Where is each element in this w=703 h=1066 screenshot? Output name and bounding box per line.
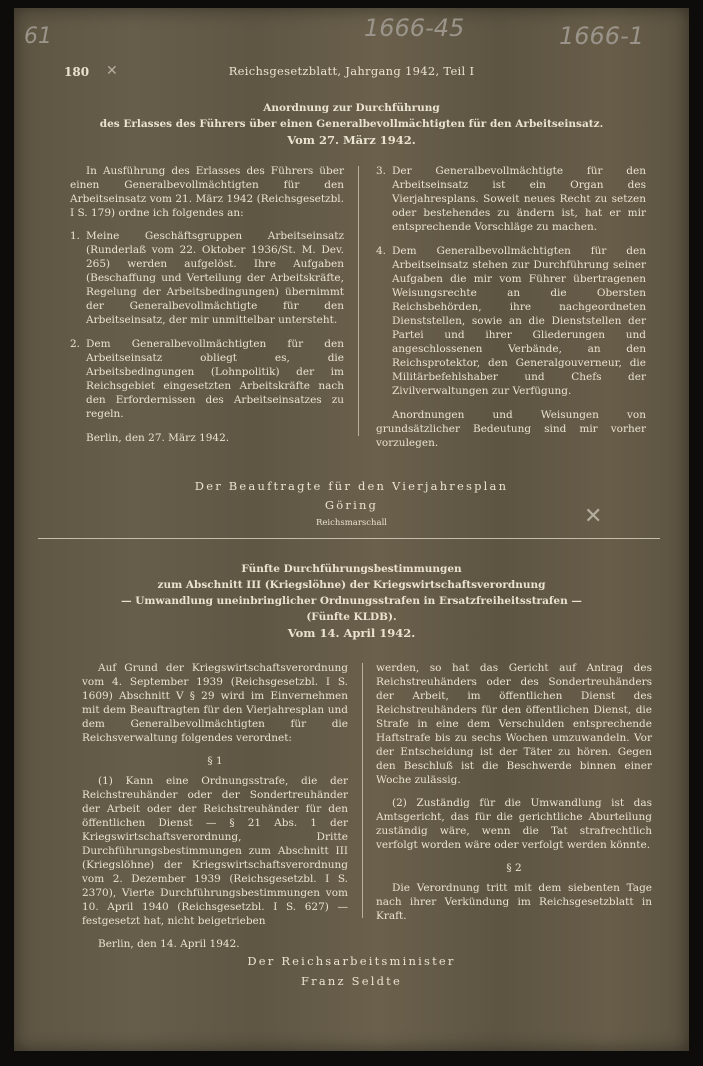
section2-title-line4: (Fünfte KLDB).: [306, 611, 397, 623]
item-text: Der Generalbevollmächtigte für den Arbeitseinsatz ist ein Organ des Vierjahresplans. Soweit neues Recht zu setzen oder bestehendes zu ändern ist, hat er mir entsprechende Vorschläge zu machen.: [392, 165, 646, 233]
section2-intro: Auf Grund der Kriegswirtschaftsverordnung vom 4. September 1939 (Reichsgesetzbl. I S. 1609) Abschnitt V § 29 wird im Einvernehmen mit dem Beauftragten für den Vierjahresplan und dem Generalbevollmächtigten für die Reichsverwaltung folgendes verordnet:: [82, 662, 348, 744]
section1-closing: Anordnungen und Weisungen von grundsätzlicher Bedeutung sind mir vorher vorzulegen.: [376, 409, 646, 449]
section2-title-line2: zum Abschnitt III (Kriegslöhne) der Kriegswirtschaftsverordnung: [157, 579, 546, 591]
section1-signer-name: Göring: [324, 498, 379, 512]
running-header: Reichsgesetzblatt, Jahrgang 1942, Teil I: [228, 64, 475, 78]
section1-title-line1: Anordnung zur Durchführung: [263, 102, 440, 114]
section1-item-4: [376, 244, 646, 398]
item-number: 1.: [70, 230, 81, 242]
section2-title-line3: — Umwandlung uneinbringlicher Ordnungsstrafen in Ersatzfreiheitsstrafen —: [121, 595, 582, 607]
cross-mark: ✕: [106, 63, 118, 79]
section1-left-column: [70, 164, 344, 454]
handwritten-archive-number: 1666-45: [364, 14, 465, 42]
section2-paragraph2-sign: § 2: [506, 862, 522, 874]
section2-paragraph2-text: Die Verordnung tritt mit dem siebenten Tage nach ihrer Verkündung im Reichsgesetzblatt in Kraft.: [376, 882, 652, 922]
section1-item-1: [70, 229, 344, 327]
item-number: 4.: [376, 245, 387, 257]
item-number: 3.: [376, 165, 387, 177]
section1-signer-title: Der Beauftragte für den Vierjahresplan: [194, 479, 509, 493]
document-page: [14, 8, 689, 1051]
section2-title: [14, 561, 689, 641]
section2-signer-title: Der Reichsarbeitsminister: [247, 954, 456, 968]
cross-mark: ✕: [584, 504, 603, 529]
section2-title-line1: Fünfte Durchführungsbestimmungen: [241, 563, 462, 575]
section2-paragraph1-text-a: (1) Kann eine Ordnungsstrafe, die der Reichstreuhänder oder der Sondertreuhänder der Arbeit oder der Reichstreuhänder für den öffentlichen Dienst — § 21 Abs. 1 der Kriegswirtschaftsverordnung, Dritte Durchführungsbestimmungen zum Abschnitt III (Kriegslöhne) der Kriegswirtschaftsverordnung vom 2. Dezember 1939 (Reichsgesetzbl. I S. 2370), Vierte Durchführungsbestimmungen vom 10. April 1940 (Reichsgesetzbl. I S. 627) — festgesetzt hat, nicht beigetrieben: [82, 775, 348, 927]
section2-paragraph1-sign: § 1: [207, 755, 223, 767]
section-divider: [38, 538, 660, 539]
section1-right-column: [376, 164, 646, 459]
handwritten-page-mark: 61: [24, 24, 52, 49]
section1-title-line2: des Erlasses des Führers über einen Generalbevollmächtigten für den Arbeitseinsatz.: [99, 118, 604, 130]
section1-title: [14, 100, 689, 148]
section2-paragraph1-text-c: (2) Zuständig für die Umwandlung ist das Amtsgericht, das für die gerichtliche Aburteilung zuständig wäre, wenn die Tat strafrechtlich verfolgt worden wäre oder verfolgt werden könnte.: [376, 797, 652, 851]
column-divider: [358, 166, 359, 436]
section2-date-line: Vom 14. April 1942.: [287, 626, 416, 640]
section1-item-3: [376, 164, 646, 234]
column-divider: [362, 663, 363, 918]
section2-signer-name: Franz Seldte: [300, 974, 402, 988]
item-text: Dem Generalbevollmächtigten für den Arbeitseinsatz stehen zur Durchführung seiner Aufgaben die mir vom Führer übertragenen Weisungsrechte an die Obersten Reichsbehörden, ihre nachgeordneten Dienststellen, sowie an die Dienststellen der Partei und ihrer Gliederungen und angeschlossenen Verbände, an den Reichsprotektor, den Generalgouverneur, die Militärbefehlshaber und Chefs der Zivilverwaltungen zur Verfügung.: [392, 245, 646, 397]
item-text: Meine Geschäftsgruppen Arbeitseinsatz (Runderlaß vom 22. Oktober 1936/St. M. Dev. 265) werden aufgelöst. Ihre Aufgaben (Beschaffung und Verteilung der Arbeitskräfte, Regelung der Arbeitsbedingungen) übernimmt der Generalbevollmächtigte für den Arbeitseinsatz, der mir unmittelbar untersteht.: [86, 230, 344, 326]
section2-right-column: [376, 661, 652, 932]
section1-item-2: [70, 337, 344, 421]
handwritten-archive-number-right: 1666-1: [559, 22, 645, 50]
page-number: 180: [64, 65, 90, 79]
section1-place-date: Berlin, den 27. März 1942.: [86, 432, 230, 444]
section1-intro: In Ausführung des Erlasses des Führers über einen Generalbevollmächtigten für den Arbeitseinsatz vom 21. März 1942 (Reichsgesetzbl. I S. 179) ordne ich folgendes an:: [70, 165, 344, 219]
section2-paragraph1-text-b: werden, so hat das Gericht auf Antrag des Reichstreuhänders oder des Sondertreuhänders der Arbeit, im öffentlichen Dienst des Reichstreuhänders für den öffentlichen Dienst, die Strafe in eine dem Verschulden entsprechende Haftstrafe bis zu sechs Wochen umzuwandeln. Vor der Entscheidung ist der Täter zu hören. Gegen den Beschluß ist die Beschwerde binnen einer Woche zulässig.: [376, 662, 652, 786]
section1-signer-rank: Reichsmarschall: [315, 518, 388, 528]
section1-date-line: Vom 27. März 1942.: [287, 133, 416, 147]
section2-left-column: [82, 661, 348, 960]
item-number: 2.: [70, 338, 81, 350]
item-text: Dem Generalbevollmächtigten für den Arbeitseinsatz obliegt es, die Arbeitsbedingungen (Lohnpolitik) der im Reichsgebiet eingesetzten Arbeitskräfte nach den Erfordernissen des Arbeitseinsatzes zu regeln.: [86, 338, 344, 420]
section2-place-date: Berlin, den 14. April 1942.: [98, 938, 240, 950]
